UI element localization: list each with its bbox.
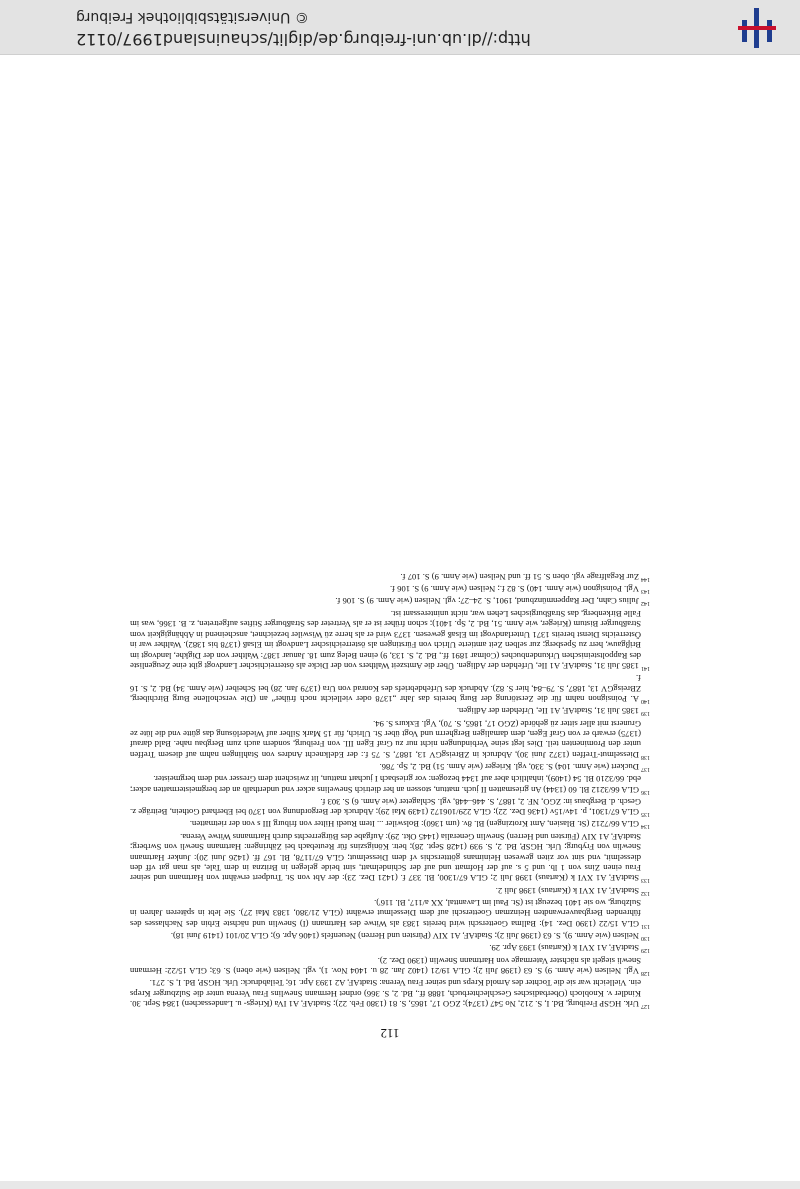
footnote	[130, 819, 650, 831]
footnote-number: 129	[641, 947, 650, 954]
footnote	[130, 931, 650, 943]
footnote-number: 127	[641, 1003, 650, 1009]
footnote-text: Vgl. Poinsignon (wie Anm. 140) S. 82 f.; Neilsen (wie Anm. 9) S. 106 f.	[390, 584, 639, 595]
footnote-list	[130, 572, 650, 1011]
footnote	[130, 584, 650, 596]
footnote-number: 139	[641, 710, 650, 717]
footnote-number: 132	[641, 889, 650, 896]
footnote	[130, 955, 650, 978]
footnote-text: Neilsen (wie Anm. 9), S. 63 (1398 Juli 2); StadtAF, A1 XIV (Pürsten und Herren) Neuenfels (1406 Apr. 6); GLA 20/101 (1419 Juni 18).	[170, 931, 639, 942]
footnote	[130, 797, 650, 820]
footnote-number: 136	[641, 788, 650, 795]
footnote-number: 131	[641, 922, 650, 929]
footnote	[130, 898, 650, 931]
footnote-number: 144	[641, 575, 650, 582]
footnote-text: 1385 Juli 31, StadtAF, A1 IIe, Urfehden der Adligen.	[456, 706, 639, 717]
footnote-number: 137	[641, 765, 650, 772]
footnote-text: 1385 Juli 31, StadtAF, A1 IIe, Urfehden der Adligen. Über die Amtszeit Walthers von der Dicke als österreichischer Landvogt gibt eine Zeugenliste des Rappoltsteinischen Urkundenbuches (Colmar 1891 ff., Bd. 2, S. 133, 9) einen Beleg zum 18. Januar 1387: Walther von der Digkhe, landvogt im Briβgauw, herr zu Spesberg; zur selben Zeit amtierte Ulrich von Fürstingen als österreichischer Landvogt im Elsaß (1378 bis 1382). Walther war in Österreichs Dienst bereits 1371 Unterlandvogt im Elsaß gewesen. 1373 wird er als herre zü Wiswiler bezeichnet, anscheinend in Abhängigkeit vom Straßburger Bistum (Krieger, wie Anm. 51, Bd. 2, Sp. 1401); schon früher ist er als Vertreter des Straßburger Stiftes aufgetreten, z. B. 1366, was im Falle Birkenberg, das Straßburgisches Lehen war, nicht uninteressant ist.	[130, 608, 641, 671]
footnote	[130, 596, 650, 608]
footnote-text: Zur Regalfrage vgl. oben S. 51 ff. und Neilsen (wie Anm. 9) S. 107 f.	[400, 572, 639, 583]
footnote-number: 143	[641, 588, 650, 595]
footnote-text: A. Poinsignon nahm für die Zerstörung der Burg bereits das Jahr „1378 oder vielleicht noch früher“ an (Die verschollene Burg Birchiberg, ZBreisgGV 13, 1887, S. 79–84, hier S. 82). Abdruck des Urfehdebriefs des Konrad von Ura (1379 Jan. 28) bei Scheiber (wie Anm. 34) Bd. 2, S. 16 f.	[130, 673, 641, 704]
footnote-text: Vgl. Neilsen (wie Anm. 9) S. 63 (1398 Juli 2); GLA 19/21 (1402 Jan. 28 u. 1404 Nov. 1), vgl. Neilsen (wie oben) S. 63; GLA 15/22: Hermann Snewli siegelt als nächster Vatermage von Hartmann Snewlin (1390 Dez. 2).	[130, 955, 641, 977]
footnote-text: Julius Cahn, Der Rappenmünzbund, 1901, S. 24–27; vgl. Neilsen (wie Anm. 9) S. 106 f.	[335, 596, 639, 607]
footnote-number: 134	[641, 823, 650, 830]
footnote	[130, 706, 650, 718]
footnote	[130, 885, 650, 897]
footnote-number: 135	[641, 811, 650, 818]
footnote	[130, 978, 650, 1011]
footnote-number: 128	[641, 969, 650, 976]
footnote	[130, 943, 650, 955]
document-url[interactable]: http://dl.ub.uni-freiburg.de/diglit/schauinsland1997/0112	[76, 30, 531, 49]
footnote-number: 133	[641, 877, 650, 884]
footnote-text: StadtAF, A1 XVI k (Kartaus) 1393 Apr. 29.	[489, 943, 639, 954]
footnote-number: 141	[641, 664, 650, 671]
footnote-text: Diesselmut-Treffen (1372 Juni 30), Abdruck in ZBreisgGV 13, 1887, S. 75 f.: der Edelknecht Andres von Stahlingen nahm auf diesem Treffen unter den Prominenten teil. Dies legt seine Verbindungen nicht nur zu Graf Egen III. von Freiburg, sondern auch zum Bergbau nahe. Bald darauf (1375) erwarb er von Graf Egen, dem damaligen Bergherrn und Vogt über St. Ulrich, für 15 Mark Silber auf Wiederlösung das gütte vnd die lüte ze Grunerst mit aller sitter zü gehörde (ZGO 17, 1865, S. 70), Vgl. Exkurs S. 94.	[130, 718, 641, 760]
footnote	[130, 762, 650, 774]
footnote-number: 140	[641, 697, 650, 704]
footnote-text: StadtAF, A1 XVI k (Kartaus) 1398 Juli 2; GLA 67/1300, Bl. 337 f. (1421 Dez. 23): der Abt von St. Trudpert erwähnt von Hartmann und seiner Frau einen Zins von 1 lb. und 5 s. auf der Hofmatt und auf der Schindelmatt, sint beide gelegen in Britzna in dem Tale, als man gat vff den diesselmit, vnd sint vor ziten gewesen Heinimans göttterschis vf dem Diesselmut; GLA 67/1178, Bl. 167 ff. (1426 Juni 20): Junker Hartmann Snewlin von Fryburg; Urk. HGSP, Bd. 2, S. 939 (1428 Sept. 28); betr. Königszins für Reutebach bei Zähringen: Hartmann Snewli von Swrberg; StadtAF, A1 XIV (Fürsten und Herren) Snewlin Generalia (1445 Okt. 29): Aufgabe des Bürgerrechts durch Hartmanns Witwe Verena.	[130, 831, 641, 884]
copyright-notice: © Universitätsbibliothek Freiburg	[76, 9, 309, 25]
footnote	[130, 831, 650, 885]
document-page	[130, 572, 650, 1041]
page-number: 112	[380, 1026, 400, 1041]
footnote	[130, 572, 650, 584]
footnote	[130, 673, 650, 706]
footnote	[130, 718, 650, 761]
footnote-text: StadtAF, A1 XVI k (Kartaus) 1398 Juli 2.	[495, 885, 639, 896]
footnote-number: 138	[641, 753, 650, 760]
viewer-bottom-strip	[0, 1181, 800, 1189]
footnote-text: GLA 67/1301, p. 14v/15v (1436 Dez. 22); GLA 229/106172 (1439 Mai 29); Abdruck der Bergordnung von 1370 bei Eberhard Gothein, Beiträge z. Gesch. d. Bergbaus in: ZGO, NF. 2, 1887, S. 446–448, vgl. Schlageter (wie Anm. 6) S. 303 f.	[130, 796, 641, 818]
footnote	[130, 774, 650, 797]
footnote-number: 142	[641, 600, 650, 607]
footnote-text: GLA 66/7212 (St. Blasien, Amt Krotzingen) Bl. 8v. (um 1360): Bolswiler ... Item Ruedi Hilter von friburg III s von der rietmatten.	[189, 819, 639, 830]
footnote-text: GLA 15/22 (1390 Dez. 14): Ballma Goetterschi wird bereits 1383 als Witwe des Hartmann (I) Snewlin und nächste Erbin des Nachlasses des führenden Bergbauverwandten Heinzman Goetterschi auf dem Diesselmut erwähnt (GLA 21/380, 1383 Mai 27). Sie lebt in späteren Jahren in Sulzburg, wo sie 1401 bezeugt ist (St. Paul im Lavanttal, XX a/117, Bl. 116').	[130, 898, 641, 929]
footnote-text: Urk. HGSP Freiburg, Bd. I, S. 212, No 547 (1374); ZGO 17, 1865, S. 81 (1380 Feb. 22); StadtAF, A1 IVa (Kriegs- u. Landessachen) 1384 Sept. 30. Kindler v. Knobloch (Oberbadisches Geschlechterbuch, 1888 ff., Bd. 2, S. 366) ordnet Hermann Snewlins Frau Verena unter die Sulzburger Kreps ein. Vielleicht war sie die Tochter des Arnold Kreps und seiner Frau Verena: StadtAF, A2 1393 Apr. 16; Teilabdruck: Urk. HGSP, Bd. I, S. 271.	[130, 978, 641, 1010]
footnote	[130, 608, 650, 672]
viewer-header	[0, 0, 800, 55]
footnote-text: GLA 66/3212 Bl. 60 (1344) An griesmatten II juch. mattun, stossen an her dietrich Snewelins acker vnd underthalb an der bergmeistermatten acker; ebd. 66/3210 Bl. 54 (1409), inhaltlich aber auf 1344 bezogen: vor griesbach I juchart mattun, lit zwischent dem Gresser vnd dem bergmeister.	[130, 774, 641, 795]
footnote-number: 130	[641, 934, 650, 941]
footnote-text: Duckert (wie Anm. 104) S. 330, vgl. Krieger (wie Anm. 51) Bd. 2, Sp. 786.	[379, 762, 639, 773]
